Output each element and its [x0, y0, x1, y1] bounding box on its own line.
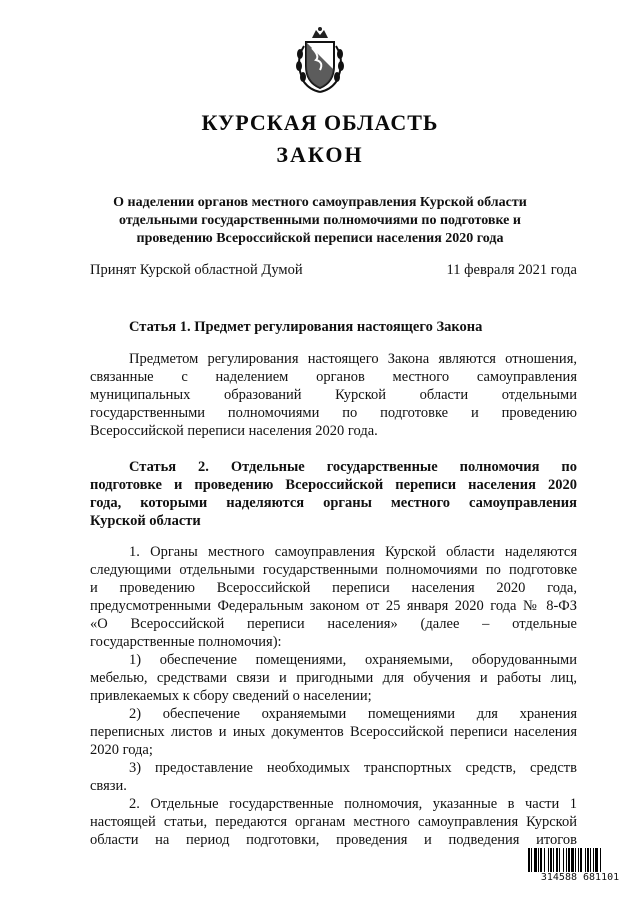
barcode-bar	[528, 848, 530, 874]
barcode-bar	[571, 848, 574, 874]
barcode-bar	[578, 848, 579, 874]
barcode-bar	[538, 848, 539, 874]
text-line: «О Всероссийской переписи населения» (далее – отдельные	[90, 616, 577, 632]
barcode-bar	[540, 848, 542, 874]
text-line: 1) обеспечение помещениями, охраняемыми, оборудованными	[129, 652, 577, 668]
text-line: предусмотренными Федеральным законом от 25 января 2020 года № 8-ФЗ	[90, 598, 577, 614]
kursk-coat-of-arms-icon	[290, 26, 350, 96]
article-2-heading	[90, 458, 577, 530]
article-1-body	[90, 350, 577, 440]
barcode-bar	[590, 848, 591, 874]
text-line: 2020 года;	[90, 742, 153, 758]
text-line: и проведению Всероссийской переписи населения 2020 года,	[90, 580, 577, 596]
text-line: 1. Органы местного самоуправления Курской области наделяются	[129, 544, 577, 560]
text-line: связанные с наделением органов местного самоуправления	[90, 369, 577, 385]
document-type-title: ЗАКОН	[276, 142, 364, 167]
text-line: муниципальных образований Курской области отдельными	[90, 387, 577, 403]
text-line: Предметом регулирования настоящего Закона являются отношения,	[129, 351, 577, 367]
barcode-number: 314588 681101	[528, 872, 632, 883]
barcode-bar	[531, 848, 532, 874]
region-title: КУРСКАЯ ОБЛАСТЬ	[201, 110, 439, 135]
article-2-item-3	[90, 759, 577, 795]
article-2-part-2	[90, 795, 577, 849]
text-line: области на период подготовки, проведения и подведения итогов	[90, 832, 577, 848]
law-title	[60, 194, 580, 248]
article-2-part-1	[90, 543, 577, 651]
article-1-heading: Статья 1. Предмет регулирования настоящего Закона	[129, 319, 483, 335]
text-line: 3) предоставление необходимых транспортных средств, средств	[129, 760, 577, 776]
heading-line: Статья 2. Отдельные государственные полномочия по	[129, 459, 577, 475]
barcode-bar	[600, 848, 601, 874]
heading-line: подготовке и проведению Всероссийской переписи населения 2020	[90, 477, 577, 493]
text-line: настоящей статьи, передаются органам местного самоуправления Курской	[90, 814, 577, 830]
barcode-bar	[553, 848, 554, 874]
text-line: государственные полномочия):	[90, 634, 282, 650]
law-title-line: О наделении органов местного самоуправления Курской области	[113, 195, 527, 210]
text-line: мебелью, средствами связи и пригодными для обучения и работы лиц,	[90, 670, 577, 686]
text-line: привлекаемых к сбору сведений о населении;	[90, 688, 372, 704]
barcode-bar	[568, 848, 570, 874]
text-line: следующими отдельными государственными полномочиями по подготовке	[90, 562, 577, 578]
barcode-bar	[559, 848, 560, 874]
adoption-row	[90, 262, 577, 279]
adoption-date: 11 февраля 2021 года	[446, 262, 577, 278]
barcode-bar	[587, 848, 589, 874]
text-line: 2) обеспечение охраняемыми помещениями для хранения	[129, 706, 577, 722]
barcode-bar	[548, 848, 549, 874]
barcode-bar	[580, 848, 582, 874]
text-line: Всероссийской переписи населения 2020 года.	[90, 423, 378, 439]
barcode-bar	[593, 848, 594, 874]
law-title-line: отдельными государственными полномочиями по подготовке и	[119, 213, 521, 228]
text-line: 2. Отдельные государственные полномочия, указанные в части 1	[129, 796, 577, 812]
text-line: переписных листов и иных документов Всероссийской переписи населения	[90, 724, 577, 740]
text-line: государственными полномочиями по подготовке и проведению	[90, 405, 577, 421]
heading-line: года, которыми наделяются органы местного самоуправления	[90, 495, 577, 511]
barcode-bar	[566, 848, 567, 874]
barcode-bar	[556, 848, 558, 874]
barcode-bar	[563, 848, 564, 874]
barcode-bar	[585, 848, 586, 874]
article-2-item-1	[90, 651, 577, 705]
heading-line: Курской области	[90, 513, 201, 529]
article-2-item-2	[90, 705, 577, 759]
law-title-line: проведению Всероссийской переписи населения 2020 года	[136, 231, 504, 246]
barcode-bar	[534, 848, 537, 874]
barcode-bar	[575, 848, 576, 874]
adopted-by: Принят Курской областной Думой	[90, 262, 303, 278]
barcode-bar	[544, 848, 545, 874]
text-line: связи.	[90, 778, 127, 794]
barcode-bar	[550, 848, 552, 874]
barcode-bar	[595, 848, 598, 874]
